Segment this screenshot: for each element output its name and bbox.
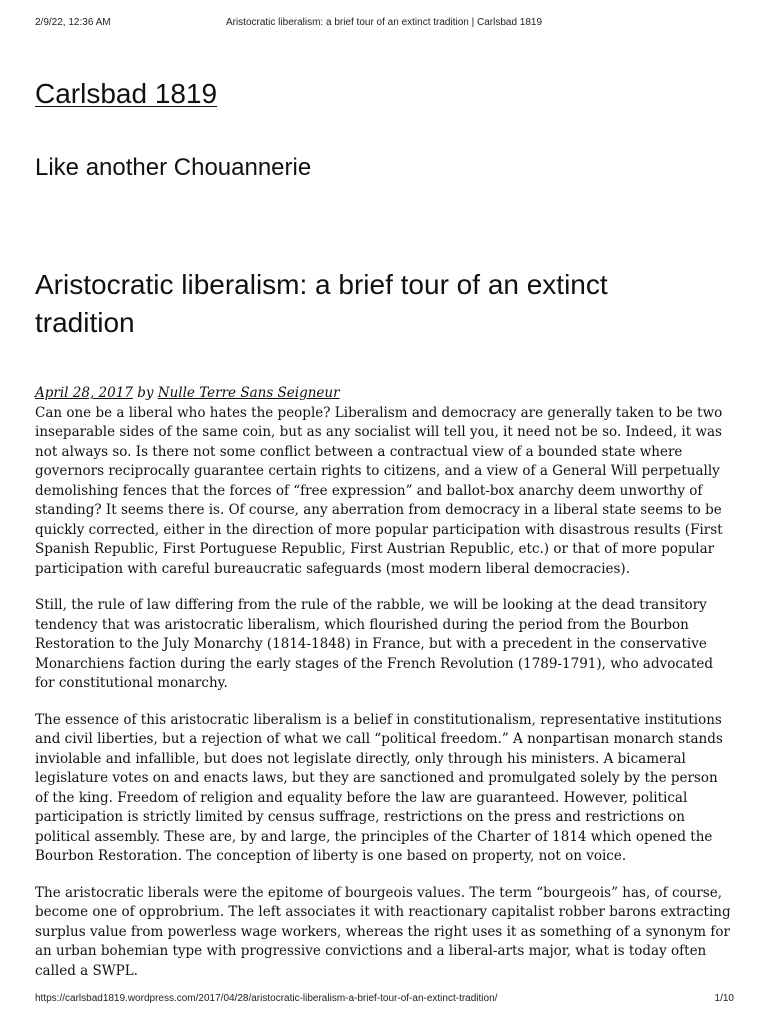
post-paragraph: The essence of this aristocratic liberalism is a belief in constitutionalism, representative institutions and civil liberties, but a rejection of what we call “political freedom.” A nonpartisan monarch stands inviolable and infallible, but does not legislate directly, only through his ministers. A bicameral legislature votes on and enacts laws, but they are sanctioned and promulgated solely by the person of the king. Freedom of religion and equality before the law are guaranteed. However, political participation is strictly limited by census suffrage, restrictions on the press and restrictions on political assembly. These are, by and large, the principles of the Charter of 1814 which opened the Bourbon Restoration. The conception of liberty is one based on property, not on voice. [35, 711, 723, 864]
post-author-link[interactable]: Nulle Terre Sans Seigneur [157, 385, 340, 401]
site-title-link[interactable]: Carlsbad 1819 [35, 78, 218, 109]
post-date-link[interactable]: April 28, 2017 [35, 385, 133, 401]
post-title: Aristocratic liberalism: a brief tour of an extinct tradition [35, 269, 608, 338]
post-by-label: by [137, 385, 154, 401]
post-meta [35, 384, 733, 404]
print-footer [0, 993, 768, 1007]
print-datetime: 2/9/22, 12:36 AM [35, 17, 111, 28]
print-page-title: Aristocratic liberalism: a brief tour of an extinct tradition | Carlsbad 1819 [225, 17, 543, 28]
site-title [35, 74, 217, 114]
post-paragraph: The aristocratic liberals were the epitome of bourgeois values. The term “bourgeois” has, of course, become one of opprobrium. The left associates it with reactionary capitalist robber barons extracting surplus value from powerless wage workers, whereas the right uses it as something of a synonym for an urban bohemian type with progressive convictions and a liberal-arts major, what is today often called a SWPL. [35, 884, 731, 979]
print-url: https://carlsbad1819.wordpress.com/2017/04/28/aristocratic-liberalism-a-brief-tour-of-an-extinct-tradition/ [35, 993, 498, 1004]
post-paragraph: Can one be a liberal who hates the people? Liberalism and democracy are generally taken to be two inseparable sides of the same coin, but as any socialist will tell you, it need not be so. Indeed, it was not always so. Is there not some conflict between a contractual view of a bounded state where governors reciprocally guarantee certain rights to citizens, and a view of a General Will perpetually demolishing fences that the forces of “free expression” and ballot-box anarchy deem unworthy of standing? It seems there is. Of course, any aberration from democracy in a liberal state seems to be quickly corrected, either in the direction of more popular participation with disastrous results (First Spanish Republic, First Portuguese Republic, First Austrian Republic, etc.) or that of more popular participation with careful bureaucratic safeguards (most modern liberal democracies). [35, 404, 723, 577]
site-tagline: Like another Chouannerie [35, 154, 312, 181]
post-paragraph: Still, the rule of law differing from the rule of the rabble, we will be looking at the dead transitory tendency that was aristocratic liberalism, which flourished during the period from the Bourbon Restoration to the July Monarchy (1814-1848) in France, but with a precedent in the conservative Monarchiens faction during the early stages of the French Revolution (1789-1791), who advocated for constitutional monarchy. [35, 597, 714, 691]
print-page-indicator: 1/10 [714, 993, 734, 1004]
post-content [35, 384, 733, 998]
print-header [0, 17, 768, 31]
